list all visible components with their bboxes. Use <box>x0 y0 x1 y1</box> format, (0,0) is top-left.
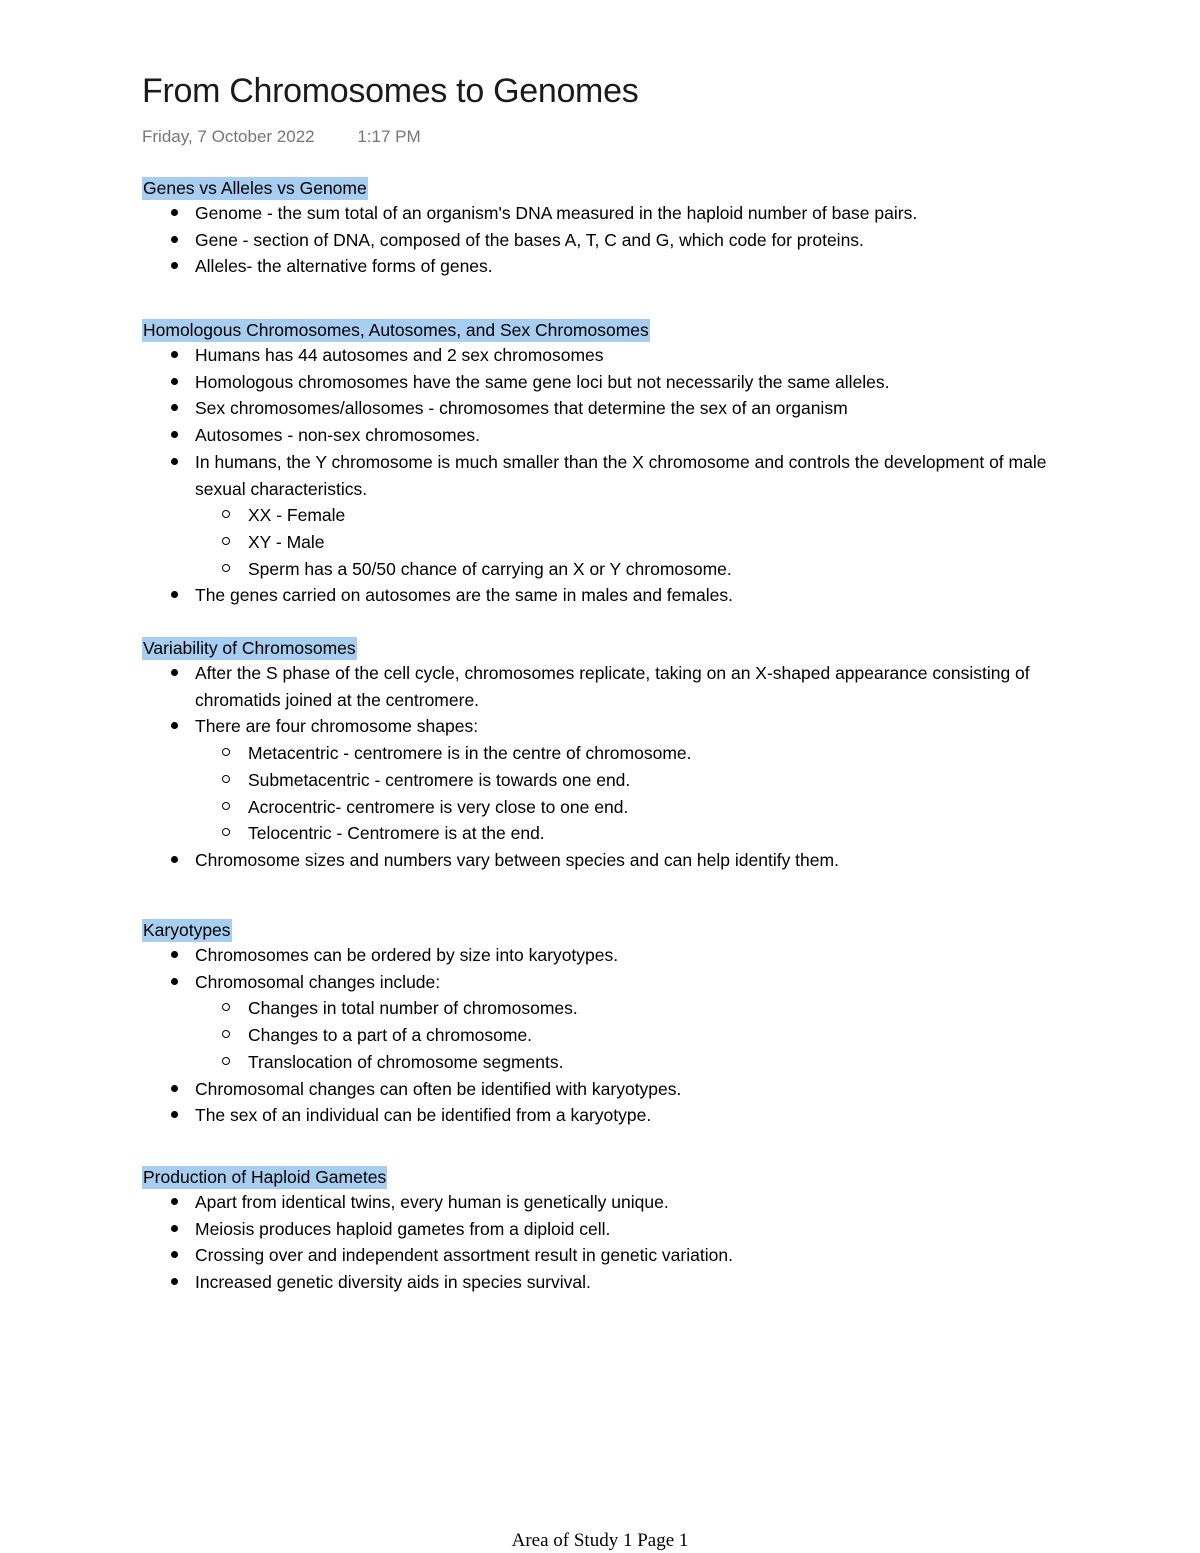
section-heading: Genes vs Alleles vs Genome <box>143 178 367 198</box>
list-item-text: Chromosomal changes include: <box>195 971 441 992</box>
section-heading: Variability of Chromosomes <box>143 638 356 658</box>
list-item-text: Alleles- the alternative forms of genes. <box>195 256 493 277</box>
list-item-text: Autosomes - non-sex chromosomes. <box>195 425 480 446</box>
bullet-dot-icon <box>171 236 178 243</box>
list-item-text: Humans has 44 autosomes and 2 sex chromosomes <box>195 345 604 365</box>
sub-bullet-list <box>195 740 1142 847</box>
bullet-dot-icon <box>171 978 178 985</box>
sub-list-item <box>195 820 1142 847</box>
list-item-text: The sex of an individual can be identified from a karyotype. <box>195 1105 652 1126</box>
page-date: Friday, 7 October 2022 <box>142 127 315 146</box>
list-item <box>142 969 1142 1076</box>
list-item-text: The genes carried on autosomes are the same in males and females. <box>195 585 733 606</box>
list-item-text: Apart from identical twins, every human is genetically unique. <box>195 1192 669 1212</box>
bullet-circle-icon <box>222 537 230 545</box>
list-item <box>142 847 1142 874</box>
bullet-dot-icon <box>171 1198 178 1205</box>
sub-list-item-text: Changes to a part of a chromosome. <box>248 1025 533 1046</box>
bullet-circle-icon <box>222 564 230 572</box>
bullet-list <box>142 660 1142 874</box>
list-item <box>142 342 1142 369</box>
sub-list-item-text: Changes in total number of chromosomes. <box>248 998 578 1019</box>
list-item <box>142 582 1142 609</box>
page-title: From Chromosomes to Genomes <box>142 72 639 110</box>
sub-list-item-text: XY - Male <box>248 531 325 552</box>
bullet-dot-icon <box>171 431 178 438</box>
list-item <box>142 227 1142 254</box>
bullet-circle-icon <box>222 1030 230 1038</box>
list-item-text: After the S phase of the cell cycle, chromosomes replicate, taking on an X-shaped appearance consisting of chromatids joined at the centromere. <box>195 663 1030 710</box>
sub-list-item <box>195 1022 1142 1049</box>
list-item <box>142 1269 1142 1296</box>
section-heading: Homologous Chromosomes, Autosomes, and Sex Chromosomes <box>143 320 649 340</box>
list-item <box>142 1189 1142 1216</box>
list-item-text: Gene - section of DNA, composed of the bases A, T, C and G, which code for proteins. <box>195 229 864 250</box>
section <box>142 177 1142 280</box>
list-item <box>142 713 1142 847</box>
sub-list-item <box>195 556 1142 583</box>
bullet-list <box>142 200 1142 280</box>
bullet-dot-icon <box>171 856 178 863</box>
page-timestamp <box>142 127 421 147</box>
list-item <box>142 200 1142 227</box>
bullet-dot-icon <box>171 1085 178 1092</box>
sub-list-item <box>195 740 1142 767</box>
bullet-dot-icon <box>171 1278 178 1285</box>
bullet-dot-icon <box>171 1111 178 1118</box>
bullet-dot-icon <box>171 951 178 958</box>
sub-bullet-list <box>195 995 1142 1075</box>
list-item-text: Increased genetic diversity aids in species survival. <box>195 1272 591 1293</box>
list-item <box>142 395 1142 422</box>
list-item <box>142 369 1142 396</box>
bullet-dot-icon <box>171 351 178 358</box>
list-item-text: Sex chromosomes/allosomes - chromosomes that determine the sex of an organism <box>195 398 848 419</box>
bullet-list <box>142 1189 1142 1296</box>
bullet-list <box>142 942 1142 1129</box>
list-item <box>142 253 1142 280</box>
sub-list-item-text: XX - Female <box>248 505 346 526</box>
sub-list-item <box>195 502 1142 529</box>
bullet-dot-icon <box>171 722 178 729</box>
sub-list-item-text: Submetacentric - centromere is towards one end. <box>248 769 631 790</box>
list-item-text: Chromosomes can be ordered by size into karyotypes. <box>195 945 619 965</box>
bullet-dot-icon <box>171 209 178 216</box>
bullet-circle-icon <box>222 1003 230 1011</box>
sub-list-item <box>195 794 1142 821</box>
list-item-text: Crossing over and independent assortment result in genetic variation. <box>195 1245 733 1266</box>
sub-list-item-text: Metacentric - centromere is in the centre of chromosome. <box>248 743 692 764</box>
sub-list-item <box>195 1049 1142 1076</box>
bullet-list <box>142 342 1142 609</box>
list-item <box>142 1242 1142 1269</box>
list-item-text: In humans, the Y chromosome is much smaller than the X chromosome and controls the development of male sexual characteristics. <box>195 451 1047 499</box>
section-heading: Production of Haploid Gametes <box>143 1167 387 1187</box>
page-time: 1:17 PM <box>357 127 421 146</box>
list-item <box>142 660 1142 713</box>
bullet-dot-icon <box>171 591 178 598</box>
bullet-dot-icon <box>171 458 178 465</box>
bullet-circle-icon <box>222 748 230 756</box>
section <box>142 637 1142 874</box>
list-item-text: There are four chromosome shapes: <box>195 716 479 737</box>
list-item <box>142 942 1142 969</box>
bullet-circle-icon <box>222 1057 230 1065</box>
sub-list-item-text: Translocation of chromosome segments. <box>248 1051 564 1072</box>
page-footer: Area of Study 1 Page 1 <box>511 1530 689 1551</box>
bullet-dot-icon <box>171 1251 178 1258</box>
sub-list-item-text: Acrocentric- centromere is very close to one end. <box>248 796 629 817</box>
list-item-text: Meiosis produces haploid gametes from a diploid cell. <box>195 1218 611 1239</box>
list-item <box>142 449 1142 583</box>
sub-list-item-text: Sperm has a 50/50 chance of carrying an X or Y chromosome. <box>248 558 732 579</box>
list-item <box>142 1216 1142 1243</box>
bullet-dot-icon <box>171 669 178 676</box>
bullet-circle-icon <box>222 828 230 836</box>
section-heading: Karyotypes <box>143 920 231 940</box>
bullet-dot-icon <box>171 1225 178 1232</box>
list-item <box>142 422 1142 449</box>
list-item-text: Homologous chromosomes have the same gene loci but not necessarily the same alleles. <box>195 371 890 392</box>
bullet-dot-icon <box>171 378 178 385</box>
sub-list-item <box>195 529 1142 556</box>
section <box>142 1166 1142 1296</box>
bullet-circle-icon <box>222 510 230 518</box>
section <box>142 319 1142 609</box>
bullet-dot-icon <box>171 262 178 269</box>
sub-bullet-list <box>195 502 1142 582</box>
list-item <box>142 1076 1142 1103</box>
list-item-text: Chromosome sizes and numbers vary between species and can help identify them. <box>195 849 839 870</box>
list-item <box>142 1102 1142 1129</box>
section <box>142 919 1142 1129</box>
bullet-circle-icon <box>222 802 230 810</box>
list-item-text: Chromosomal changes can often be identified with karyotypes. <box>195 1078 682 1099</box>
bullet-circle-icon <box>222 775 230 783</box>
sub-list-item <box>195 767 1142 794</box>
sub-list-item-text: Telocentric - Centromere is at the end. <box>248 823 545 844</box>
list-item-text: Genome - the sum total of an organism's DNA measured in the haploid number of base pairs. <box>195 203 918 223</box>
bullet-dot-icon <box>171 404 178 411</box>
sub-list-item <box>195 995 1142 1022</box>
